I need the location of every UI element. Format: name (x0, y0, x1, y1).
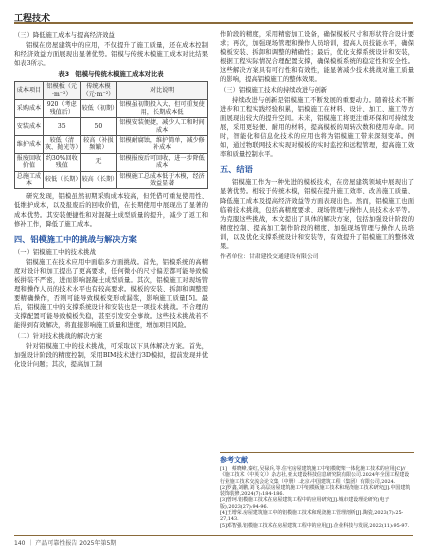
table-header-cell: 铝模板（元·m⁻²） (43, 82, 80, 100)
table-header-row (15, 82, 208, 100)
table-row (15, 135, 208, 153)
table-cell: 50 (80, 118, 117, 136)
table-cell: 铝模报废后可回收，进一步降低成本 (117, 153, 208, 171)
table-header-cell: 传统木模（元·m⁻²） (80, 82, 117, 100)
table-cell: 铝模施工总成本低于木模，经济效益显著 (117, 171, 208, 189)
paragraph: 持续改进与创新是铝模施工不断发展的重要动力。随着技术不断进步和工程实践经验积累，铝模施工在材料、设计、加工、施工等方面展现出较大的提升空间。未来，铝模施工将更注重环保和可持续发展，采用更轻便、耐用的材料，提高模板的周转次数和使用寿命。同时，智能化和信息化技术的应用也将为铝模施工带来深刻变革。例如，通过物联网技术实现对模板的实时监控和远程管理，提高施工效率和质量控制水平。 (220, 96, 414, 159)
subsection-heading: （三）铝模施工技术的持续改进与创新 (220, 86, 328, 94)
header-rule (14, 22, 413, 24)
table-cell: 无 (80, 153, 117, 171)
references (220, 452, 414, 529)
reference-item: [2]罗鑫,刘鹏,刘飞.高层房屋建筑施工中铝模板施工技术和现浇施工技术研究[J].中国建筑装饰装修,2024(7):184-186. (220, 484, 411, 498)
table-caption: 表3 铝模与传统木模施工成本对比表 (58, 71, 164, 79)
paragraph: 铝模施工在技术应用中面临多方面挑战。首先，铝模系统的高精度对设计和加工提出了更高要求，任何微小的尺寸偏差都可能导致模板拼装不严密，进而影响混凝土成型质量。其次，铝模施工对现场管理和操作人员的技术水平也有较高要求。模板的安装、拆卸和调整需要精确操作，否则可能导致模板变形或漏浆，影响施工质量[5]。最后，铝模施工中的支撑系统设计和安装也是一项技术挑战。不合理的支撑配置可能导致模板失稳，甚至引发安全事故。这些技术挑战若不能得到有效解决，将直接影响施工质量和进度，增加项目风险。 (14, 258, 208, 330)
reference-item: [3]曾珂.铝模施工技术在房屋建筑工程中的应用研究[J].城市建设理论研究(电子版),2023(27):94-96. (220, 497, 390, 510)
table-cell: 35 (43, 118, 80, 136)
page-footer (14, 538, 413, 550)
table-cell: 约30%回收残值 (43, 153, 80, 171)
table-cell: 铝模虽初期投入大，但可重复使用，长期成本低 (117, 100, 208, 118)
reference-item: [1] 蔡晓峰,秦红,吴禄兵,等.住宅房屋建筑施工中铝模爬架一体化施工技术的应用[C]//《施工技术（中英文）》杂志社,亚太建设科技信息研究院有限公司.2024年全国工程建设行业施工技术交流会论文集（中册）.北京:中国建筑工程（集团）有限公司,2024. (220, 466, 410, 485)
table-cell: 采购成本 (15, 100, 44, 118)
author-affiliation: 作者单位：甘肃建投交通建设有限公司 (220, 254, 319, 261)
cost-comparison-table (14, 81, 208, 189)
table-row (15, 153, 208, 171)
table-header-cell: 成本项目 (15, 82, 44, 100)
table-row (15, 171, 208, 189)
table-cell: 安装成本 (15, 118, 44, 136)
table-header-cell: 对比说明 (117, 82, 208, 100)
right-column (220, 30, 414, 262)
page-number: 140 (14, 540, 26, 547)
table-cell: 920（考虑残值后） (43, 100, 80, 118)
table-cell: 铝模耐腐蚀，维护简单，减少修补成本 (117, 135, 208, 153)
section-label: 工程技术 (14, 14, 51, 24)
reference-item: [5]邓智强.铝模施工技术在房屋建筑工程中的应用[J].企业科技与发展,2022(11):95-97. (220, 522, 410, 529)
paragraph: 铝模在房屋建筑中的应用，不仅提升了施工质量，还在成本控制和经济效益方面展现出显著优势。铝模与传统木模施工成本对比结果如表3所示。 (14, 42, 208, 68)
paragraph: 研究发现，铝模虽然初期采购成本较高，但凭借可重复使用性、低维护成本，以及报废后的回收价值，在长期使用中展现出了显著的成本优势。其安装便捷性和对混凝土成型质量的提升，减少了返工和修补工作，降低了施工成本。 (14, 193, 208, 228)
running-header (14, 6, 413, 22)
table-cell: 较高（补损频繁） (80, 135, 117, 153)
subsection-heading: （一）铝模施工中的技术挑战 (14, 248, 96, 256)
table-cell: 较高（长期） (80, 171, 117, 189)
table-cell: 铝模安装便捷，减少人工和时间成本 (117, 118, 208, 136)
references-heading: 参考文献 (220, 456, 248, 464)
table-cell: 报废回收价值 (15, 153, 44, 171)
paragraph: 针对铝模施工中的技术挑战，可采取以下具体解决方案。首先，加强设计阶段的精度控制，采用BIM技术进行3D模拟，提前发现并优化设计问题；其次，提高加工制 (14, 342, 208, 368)
reference-item: [4]王增荣.房屋建筑施工中的铝模施工技术和现浇施工管理剖析[J].陶瓷,2023(7):25-27,143. (220, 510, 404, 523)
subsection-heading: （二）针对技术挑战的解决方案 (14, 332, 103, 340)
section-heading: 四、铝模施工中的挑战与解决方案 (14, 233, 137, 244)
footer-separator: ｜ (27, 540, 34, 547)
subsection-heading: （三）降低施工成本与提高经济效益 (14, 32, 115, 39)
table-cell: 较低（长期） (43, 171, 80, 189)
paragraph: 铝模施工作为一种先进的模板技术，在房屋建筑领域中展现出了显著优势。相较于传统木模，铝模在提升施工效率、改善施工质量、降低施工成本及提高经济效益等方面表现出色。然而，铝模施工也面临着技术挑战，包括高精度要求、现场管理与操作人员技术水平等。为克服这些挑战，本文提出了具体的解决方案，包括加强设计阶段的精度控制、提高加工制作阶段的精度、加强现场管理与操作人员培训，以及优化支撑系统设计和安装等，有效提升了铝模施工的整体效果。 (220, 179, 414, 250)
table-cell: 较低（清灰、抛光等） (44, 136, 82, 152)
table-row (15, 100, 208, 118)
paragraph: 作阶段的精度，采用精密加工设备，确保模板尺寸和形状符合设计要求；再次，加强现场管理和操作人员培训，提高人员技能水平，确保模板安装、拆卸和调整的精确性；最后，优化支撑系统设计和安装，根据工程实际情况合理配置支撑，确保模板系统的稳定性和安全性。这些解决方案具有可行性和有效性，能显著减少技术挑战对施工质量的影响，提高铝模施工的整体效果。 (220, 31, 414, 84)
table-cell: 较低（初期） (80, 100, 117, 118)
journal-name: 产品可靠性报告 2025年第5期 (35, 540, 117, 547)
table-cell: 总施工成本 (15, 171, 44, 189)
table-cell: 维护成本 (15, 135, 44, 153)
footer-rule (14, 535, 413, 536)
table-row (15, 118, 208, 136)
left-column (14, 30, 208, 369)
section-heading: 五、结语 (220, 164, 253, 175)
